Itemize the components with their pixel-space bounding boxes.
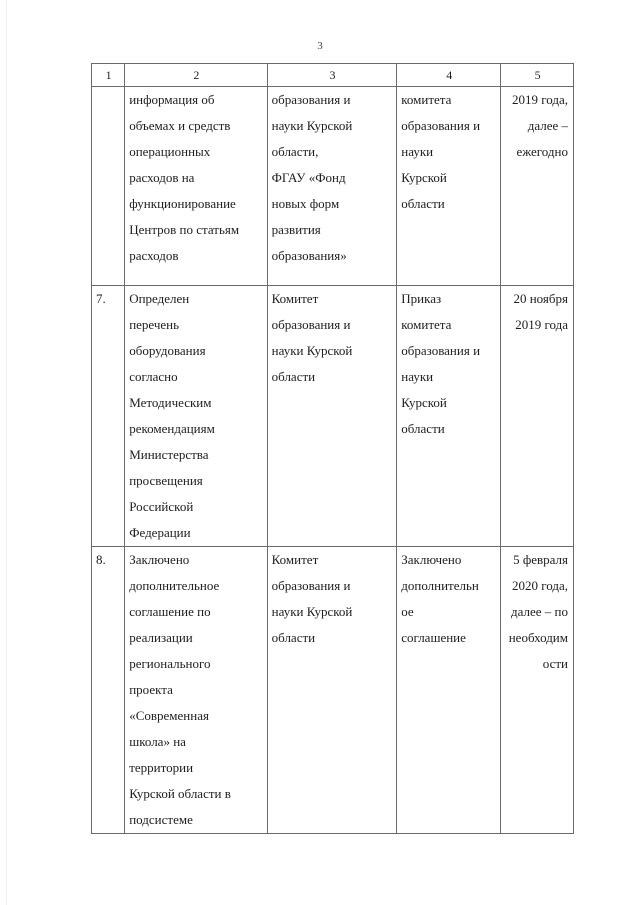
cell-text-line: Федерации xyxy=(129,525,191,540)
table-row xyxy=(92,547,574,834)
cell-text-line: образования и xyxy=(271,92,351,107)
cell-text-line: информация об xyxy=(129,92,215,107)
event-description-cell xyxy=(125,87,267,286)
result-document-cell xyxy=(397,547,501,834)
cell-text-line: науки xyxy=(401,144,434,159)
cell-text-line: реализации xyxy=(129,630,193,645)
cell-text-line: области xyxy=(401,196,445,211)
cell-text-line: перечень xyxy=(129,317,180,332)
row-number: 7. xyxy=(96,291,106,306)
cell-text-line: согласно xyxy=(129,369,178,384)
cell-text-line: объемах и средств xyxy=(129,118,231,133)
cell-text-line: Заключено xyxy=(129,552,190,567)
cell-text-line: новых форм xyxy=(271,196,340,211)
cell-text-line: «Современная xyxy=(129,708,209,723)
cell-text-line: науки xyxy=(401,369,434,384)
deadline-cell xyxy=(501,286,574,547)
cell-text-line: 2019 года, xyxy=(511,92,568,107)
cell-text-line: подсистеме xyxy=(129,812,193,827)
result-document-cell xyxy=(397,286,501,547)
cell-text-line: регионального xyxy=(129,656,211,671)
table-row xyxy=(92,87,574,286)
cell-text-line: расходов на xyxy=(129,170,195,185)
event-description-cell xyxy=(125,547,267,834)
event-description-cell xyxy=(125,286,267,547)
cell-text-line: 2020 года, xyxy=(511,578,568,593)
plan-table xyxy=(91,63,574,834)
header-cell-5: 5 xyxy=(501,64,574,87)
cell-text-line: Курской xyxy=(401,170,447,185)
header-cell-2: 2 xyxy=(125,64,267,87)
row-number: 8. xyxy=(96,552,106,567)
cell-text-line: науки Курской xyxy=(271,604,353,619)
cell-text-line: комитета xyxy=(401,92,452,107)
cell-text-line: далее – по xyxy=(511,604,568,619)
responsible-cell xyxy=(267,87,397,286)
cell-text-line: Курской xyxy=(401,395,447,410)
cell-text-line: 2019 года xyxy=(515,317,568,332)
cell-text-line: Российской xyxy=(129,499,194,514)
cell-text-line: образования и xyxy=(401,118,481,133)
cell-text-line: ости xyxy=(542,656,568,671)
cell-text-line: проекта xyxy=(129,682,173,697)
responsible-cell xyxy=(267,286,397,547)
cell-text-line: расходов xyxy=(129,248,179,263)
cell-text-line: дополнительн xyxy=(401,578,479,593)
cell-text-line: территории xyxy=(129,760,194,775)
cell-text-line: Приказ xyxy=(401,291,442,306)
cell-text-line: ое xyxy=(401,604,414,619)
cell-text-line: дополнительное xyxy=(129,578,220,593)
cell-text-line: Центров по статьям xyxy=(129,222,240,237)
cell-text-line: далее – xyxy=(527,118,568,133)
cell-text-line: 20 ноября xyxy=(513,291,568,306)
cell-text-line: 5 февраля xyxy=(513,552,568,567)
cell-text-line: просвещения xyxy=(129,473,203,488)
cell-text-line: образования и xyxy=(401,343,481,358)
cell-text-line: развития xyxy=(271,222,321,237)
cell-text-line: области xyxy=(401,421,445,436)
cell-text-line: необходим xyxy=(508,630,568,645)
cell-text-line: функционирование xyxy=(129,196,236,211)
cell-text-line: соглашение по xyxy=(129,604,211,619)
deadline-cell xyxy=(501,547,574,834)
cell-text-line: Курской области в xyxy=(129,786,231,801)
cell-text-line: образования и xyxy=(271,317,351,332)
row-number-cell xyxy=(92,547,125,834)
responsible-cell xyxy=(267,547,397,834)
deadline-cell xyxy=(501,87,574,286)
cell-text-line: Заключено xyxy=(401,552,462,567)
header-cell-3: 3 xyxy=(267,64,397,87)
cell-text-line: Определен xyxy=(129,291,190,306)
header-cell-1: 1 xyxy=(92,64,125,87)
cell-text-line: Методическим xyxy=(129,395,212,410)
cell-text-line: рекомендациям xyxy=(129,421,215,436)
row-number-cell xyxy=(92,286,125,547)
cell-text-line: Комитет xyxy=(271,291,319,306)
page-number: 3 xyxy=(317,40,323,52)
cell-text-line: науки Курской xyxy=(271,343,353,358)
cell-text-line: школа» на xyxy=(129,734,186,749)
cell-text-line: операционных xyxy=(129,144,211,159)
cell-text-line: ежегодно xyxy=(516,144,568,159)
row-number-cell xyxy=(92,87,125,286)
cell-text-line: ФГАУ «Фонд xyxy=(271,170,346,185)
cell-text-line: области xyxy=(271,630,316,645)
table-row xyxy=(92,286,574,547)
cell-text-line: науки Курской xyxy=(271,118,353,133)
result-document-cell xyxy=(397,87,501,286)
scan-edge xyxy=(6,0,7,905)
cell-text-line: области xyxy=(271,369,316,384)
cell-text-line: Комитет xyxy=(271,552,319,567)
cell-text-line: области, xyxy=(271,144,319,159)
cell-text-line: Министерства xyxy=(129,447,209,462)
cell-text-line: соглашение xyxy=(401,630,466,645)
cell-text-line: комитета xyxy=(401,317,452,332)
cell-text-line: образования» xyxy=(271,248,347,263)
header-cell-4: 4 xyxy=(397,64,501,87)
cell-text-line: оборудования xyxy=(129,343,206,358)
header-row xyxy=(92,64,574,87)
cell-text-line: образования и xyxy=(271,578,351,593)
